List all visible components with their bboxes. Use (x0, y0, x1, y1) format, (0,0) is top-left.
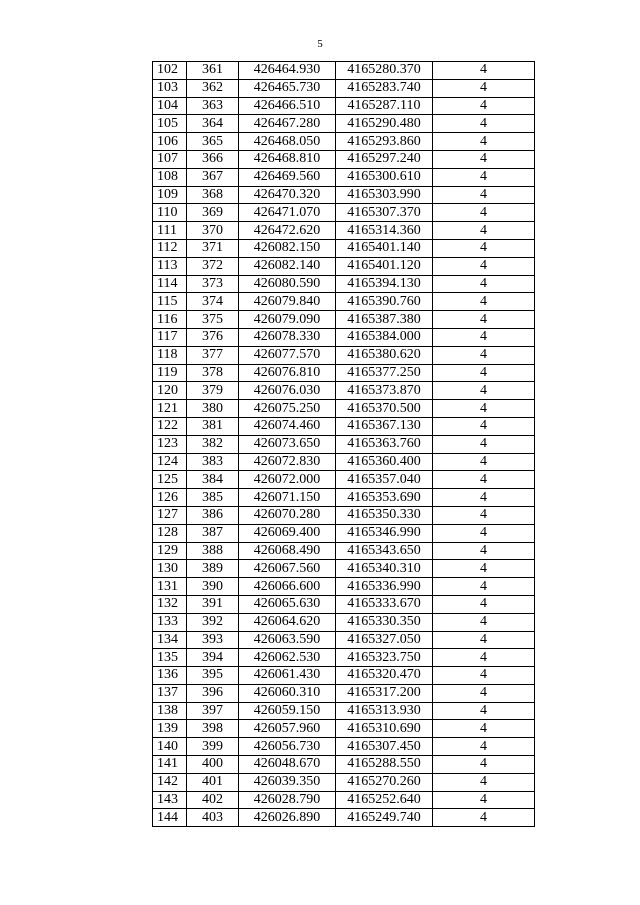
y-coordinate-cell: 4165353.690 (336, 489, 433, 507)
y-coordinate-cell: 4165373.870 (336, 382, 433, 400)
point-number-cell: 384 (187, 471, 239, 489)
table-row (153, 168, 535, 186)
category-cell: 4 (433, 293, 535, 311)
table-row (153, 809, 535, 827)
category-cell: 4 (433, 435, 535, 453)
table-row (153, 756, 535, 774)
y-coordinate-cell: 4165394.130 (336, 275, 433, 293)
y-coordinate-cell: 4165270.260 (336, 773, 433, 791)
x-coordinate-cell: 426048.670 (239, 756, 336, 774)
category-cell: 4 (433, 613, 535, 631)
table-row (153, 631, 535, 649)
category-cell: 4 (433, 275, 535, 293)
x-coordinate-cell: 426082.150 (239, 239, 336, 257)
table-row (153, 613, 535, 631)
table-row (153, 186, 535, 204)
x-coordinate-cell: 426028.790 (239, 791, 336, 809)
category-cell: 4 (433, 667, 535, 685)
table-row (153, 720, 535, 738)
table-row (153, 364, 535, 382)
point-number-cell: 376 (187, 328, 239, 346)
y-coordinate-cell: 4165401.120 (336, 257, 433, 275)
point-number-cell: 398 (187, 720, 239, 738)
category-cell: 4 (433, 756, 535, 774)
table-row (153, 133, 535, 151)
table-row (153, 702, 535, 720)
x-coordinate-cell: 426065.630 (239, 595, 336, 613)
point-number-cell: 383 (187, 453, 239, 471)
y-coordinate-cell: 4165290.480 (336, 115, 433, 133)
point-number-cell: 379 (187, 382, 239, 400)
y-coordinate-cell: 4165288.550 (336, 756, 433, 774)
point-number-cell: 375 (187, 311, 239, 329)
row-number-cell: 123 (153, 435, 187, 453)
point-number-cell: 385 (187, 489, 239, 507)
y-coordinate-cell: 4165307.450 (336, 738, 433, 756)
point-number-cell: 371 (187, 239, 239, 257)
x-coordinate-cell: 426075.250 (239, 400, 336, 418)
row-number-cell: 125 (153, 471, 187, 489)
x-coordinate-cell: 426057.960 (239, 720, 336, 738)
x-coordinate-cell: 426064.620 (239, 613, 336, 631)
point-number-cell: 361 (187, 62, 239, 80)
point-number-cell: 370 (187, 222, 239, 240)
table-row (153, 435, 535, 453)
y-coordinate-cell: 4165343.650 (336, 542, 433, 560)
table-row (153, 791, 535, 809)
point-number-cell: 386 (187, 506, 239, 524)
point-number-cell: 401 (187, 773, 239, 791)
x-coordinate-cell: 426069.400 (239, 524, 336, 542)
table-row (153, 489, 535, 507)
row-number-cell: 105 (153, 115, 187, 133)
y-coordinate-cell: 4165310.690 (336, 720, 433, 738)
x-coordinate-cell: 426062.530 (239, 649, 336, 667)
category-cell: 4 (433, 79, 535, 97)
point-number-cell: 382 (187, 435, 239, 453)
x-coordinate-cell: 426066.600 (239, 578, 336, 596)
category-cell: 4 (433, 346, 535, 364)
x-coordinate-cell: 426078.330 (239, 328, 336, 346)
x-coordinate-cell: 426468.050 (239, 133, 336, 151)
row-number-cell: 109 (153, 186, 187, 204)
category-cell: 4 (433, 542, 535, 560)
row-number-cell: 133 (153, 613, 187, 631)
row-number-cell: 140 (153, 738, 187, 756)
category-cell: 4 (433, 506, 535, 524)
coordinates-table-body (153, 62, 535, 827)
x-coordinate-cell: 426063.590 (239, 631, 336, 649)
row-number-cell: 129 (153, 542, 187, 560)
table-row (153, 649, 535, 667)
row-number-cell: 131 (153, 578, 187, 596)
row-number-cell: 134 (153, 631, 187, 649)
point-number-cell: 389 (187, 560, 239, 578)
y-coordinate-cell: 4165360.400 (336, 453, 433, 471)
row-number-cell: 108 (153, 168, 187, 186)
y-coordinate-cell: 4165252.640 (336, 791, 433, 809)
point-number-cell: 403 (187, 809, 239, 827)
row-number-cell: 104 (153, 97, 187, 115)
point-number-cell: 374 (187, 293, 239, 311)
table-row (153, 275, 535, 293)
row-number-cell: 103 (153, 79, 187, 97)
row-number-cell: 115 (153, 293, 187, 311)
category-cell: 4 (433, 631, 535, 649)
point-number-cell: 400 (187, 756, 239, 774)
point-number-cell: 393 (187, 631, 239, 649)
x-coordinate-cell: 426076.030 (239, 382, 336, 400)
x-coordinate-cell: 426072.000 (239, 471, 336, 489)
row-number-cell: 135 (153, 649, 187, 667)
x-coordinate-cell: 426465.730 (239, 79, 336, 97)
row-number-cell: 122 (153, 417, 187, 435)
category-cell: 4 (433, 471, 535, 489)
table-row (153, 222, 535, 240)
category-cell: 4 (433, 524, 535, 542)
y-coordinate-cell: 4165350.330 (336, 506, 433, 524)
table-row (153, 257, 535, 275)
row-number-cell: 127 (153, 506, 187, 524)
point-number-cell: 362 (187, 79, 239, 97)
y-coordinate-cell: 4165380.620 (336, 346, 433, 364)
row-number-cell: 143 (153, 791, 187, 809)
x-coordinate-cell: 426074.460 (239, 417, 336, 435)
row-number-cell: 107 (153, 150, 187, 168)
row-number-cell: 139 (153, 720, 187, 738)
y-coordinate-cell: 4165390.760 (336, 293, 433, 311)
row-number-cell: 106 (153, 133, 187, 151)
category-cell: 4 (433, 738, 535, 756)
row-number-cell: 118 (153, 346, 187, 364)
row-number-cell: 132 (153, 595, 187, 613)
category-cell: 4 (433, 186, 535, 204)
x-coordinate-cell: 426471.070 (239, 204, 336, 222)
row-number-cell: 142 (153, 773, 187, 791)
table-row (153, 150, 535, 168)
table-row (153, 79, 535, 97)
point-number-cell: 369 (187, 204, 239, 222)
point-number-cell: 368 (187, 186, 239, 204)
page-number: 5 (317, 38, 323, 50)
point-number-cell: 364 (187, 115, 239, 133)
y-coordinate-cell: 4165387.380 (336, 311, 433, 329)
point-number-cell: 366 (187, 150, 239, 168)
category-cell: 4 (433, 453, 535, 471)
category-cell: 4 (433, 222, 535, 240)
row-number-cell: 128 (153, 524, 187, 542)
point-number-cell: 381 (187, 417, 239, 435)
row-number-cell: 120 (153, 382, 187, 400)
table-row (153, 346, 535, 364)
x-coordinate-cell: 426071.150 (239, 489, 336, 507)
category-cell: 4 (433, 684, 535, 702)
row-number-cell: 110 (153, 204, 187, 222)
table-row (153, 453, 535, 471)
y-coordinate-cell: 4165323.750 (336, 649, 433, 667)
category-cell: 4 (433, 364, 535, 382)
table-row (153, 560, 535, 578)
category-cell: 4 (433, 417, 535, 435)
point-number-cell: 363 (187, 97, 239, 115)
y-coordinate-cell: 4165320.470 (336, 667, 433, 685)
y-coordinate-cell: 4165346.990 (336, 524, 433, 542)
table-row (153, 578, 535, 596)
x-coordinate-cell: 426466.510 (239, 97, 336, 115)
table-row (153, 97, 535, 115)
point-number-cell: 365 (187, 133, 239, 151)
y-coordinate-cell: 4165384.000 (336, 328, 433, 346)
category-cell: 4 (433, 791, 535, 809)
category-cell: 4 (433, 702, 535, 720)
row-number-cell: 138 (153, 702, 187, 720)
point-number-cell: 378 (187, 364, 239, 382)
table-row (153, 417, 535, 435)
x-coordinate-cell: 426079.090 (239, 311, 336, 329)
x-coordinate-cell: 426061.430 (239, 667, 336, 685)
y-coordinate-cell: 4165293.860 (336, 133, 433, 151)
category-cell: 4 (433, 400, 535, 418)
point-number-cell: 391 (187, 595, 239, 613)
point-number-cell: 367 (187, 168, 239, 186)
category-cell: 4 (433, 257, 535, 275)
x-coordinate-cell: 426059.150 (239, 702, 336, 720)
row-number-cell: 102 (153, 62, 187, 80)
row-number-cell: 116 (153, 311, 187, 329)
row-number-cell: 119 (153, 364, 187, 382)
table-row (153, 204, 535, 222)
x-coordinate-cell: 426056.730 (239, 738, 336, 756)
x-coordinate-cell: 426464.930 (239, 62, 336, 80)
category-cell: 4 (433, 62, 535, 80)
row-number-cell: 137 (153, 684, 187, 702)
point-number-cell: 380 (187, 400, 239, 418)
x-coordinate-cell: 426080.590 (239, 275, 336, 293)
y-coordinate-cell: 4165283.740 (336, 79, 433, 97)
table-row (153, 115, 535, 133)
table-row (153, 382, 535, 400)
category-cell: 4 (433, 115, 535, 133)
x-coordinate-cell: 426469.560 (239, 168, 336, 186)
category-cell: 4 (433, 578, 535, 596)
table-row (153, 239, 535, 257)
table-row (153, 506, 535, 524)
y-coordinate-cell: 4165280.370 (336, 62, 433, 80)
y-coordinate-cell: 4165377.250 (336, 364, 433, 382)
point-number-cell: 395 (187, 667, 239, 685)
category-cell: 4 (433, 204, 535, 222)
y-coordinate-cell: 4165401.140 (336, 239, 433, 257)
x-coordinate-cell: 426077.570 (239, 346, 336, 364)
point-number-cell: 397 (187, 702, 239, 720)
category-cell: 4 (433, 168, 535, 186)
category-cell: 4 (433, 595, 535, 613)
point-number-cell: 396 (187, 684, 239, 702)
y-coordinate-cell: 4165367.130 (336, 417, 433, 435)
x-coordinate-cell: 426039.350 (239, 773, 336, 791)
point-number-cell: 387 (187, 524, 239, 542)
x-coordinate-cell: 426076.810 (239, 364, 336, 382)
y-coordinate-cell: 4165340.310 (336, 560, 433, 578)
x-coordinate-cell: 426070.280 (239, 506, 336, 524)
category-cell: 4 (433, 560, 535, 578)
category-cell: 4 (433, 649, 535, 667)
category-cell: 4 (433, 239, 535, 257)
category-cell: 4 (433, 97, 535, 115)
x-coordinate-cell: 426470.320 (239, 186, 336, 204)
point-number-cell: 394 (187, 649, 239, 667)
y-coordinate-cell: 4165287.110 (336, 97, 433, 115)
category-cell: 4 (433, 773, 535, 791)
y-coordinate-cell: 4165300.610 (336, 168, 433, 186)
x-coordinate-cell: 426072.830 (239, 453, 336, 471)
x-coordinate-cell: 426068.490 (239, 542, 336, 560)
category-cell: 4 (433, 720, 535, 738)
x-coordinate-cell: 426079.840 (239, 293, 336, 311)
row-number-cell: 144 (153, 809, 187, 827)
row-number-cell: 126 (153, 489, 187, 507)
table-row (153, 667, 535, 685)
point-number-cell: 399 (187, 738, 239, 756)
table-row (153, 773, 535, 791)
point-number-cell: 390 (187, 578, 239, 596)
y-coordinate-cell: 4165333.670 (336, 595, 433, 613)
row-number-cell: 117 (153, 328, 187, 346)
x-coordinate-cell: 426026.890 (239, 809, 336, 827)
table-row (153, 293, 535, 311)
y-coordinate-cell: 4165317.200 (336, 684, 433, 702)
table-row (153, 328, 535, 346)
y-coordinate-cell: 4165357.040 (336, 471, 433, 489)
category-cell: 4 (433, 382, 535, 400)
row-number-cell: 121 (153, 400, 187, 418)
table-row (153, 684, 535, 702)
y-coordinate-cell: 4165297.240 (336, 150, 433, 168)
category-cell: 4 (433, 328, 535, 346)
point-number-cell: 402 (187, 791, 239, 809)
row-number-cell: 114 (153, 275, 187, 293)
table-row (153, 62, 535, 80)
y-coordinate-cell: 4165370.500 (336, 400, 433, 418)
y-coordinate-cell: 4165249.740 (336, 809, 433, 827)
table-row (153, 471, 535, 489)
table-row (153, 311, 535, 329)
x-coordinate-cell: 426468.810 (239, 150, 336, 168)
row-number-cell: 111 (153, 222, 187, 240)
category-cell: 4 (433, 150, 535, 168)
row-number-cell: 130 (153, 560, 187, 578)
y-coordinate-cell: 4165336.990 (336, 578, 433, 596)
x-coordinate-cell: 426073.650 (239, 435, 336, 453)
row-number-cell: 124 (153, 453, 187, 471)
table-row (153, 595, 535, 613)
point-number-cell: 377 (187, 346, 239, 364)
table-row (153, 738, 535, 756)
y-coordinate-cell: 4165314.360 (336, 222, 433, 240)
x-coordinate-cell: 426082.140 (239, 257, 336, 275)
category-cell: 4 (433, 489, 535, 507)
y-coordinate-cell: 4165327.050 (336, 631, 433, 649)
point-number-cell: 373 (187, 275, 239, 293)
point-number-cell: 392 (187, 613, 239, 631)
row-number-cell: 141 (153, 756, 187, 774)
x-coordinate-cell: 426060.310 (239, 684, 336, 702)
category-cell: 4 (433, 311, 535, 329)
row-number-cell: 113 (153, 257, 187, 275)
category-cell: 4 (433, 809, 535, 827)
y-coordinate-cell: 4165313.930 (336, 702, 433, 720)
coordinates-table (152, 61, 535, 827)
y-coordinate-cell: 4165363.760 (336, 435, 433, 453)
y-coordinate-cell: 4165303.990 (336, 186, 433, 204)
point-number-cell: 388 (187, 542, 239, 560)
row-number-cell: 136 (153, 667, 187, 685)
category-cell: 4 (433, 133, 535, 151)
x-coordinate-cell: 426067.560 (239, 560, 336, 578)
x-coordinate-cell: 426467.280 (239, 115, 336, 133)
table-row (153, 400, 535, 418)
point-number-cell: 372 (187, 257, 239, 275)
table-row (153, 524, 535, 542)
y-coordinate-cell: 4165307.370 (336, 204, 433, 222)
x-coordinate-cell: 426472.620 (239, 222, 336, 240)
row-number-cell: 112 (153, 239, 187, 257)
y-coordinate-cell: 4165330.350 (336, 613, 433, 631)
table-row (153, 542, 535, 560)
